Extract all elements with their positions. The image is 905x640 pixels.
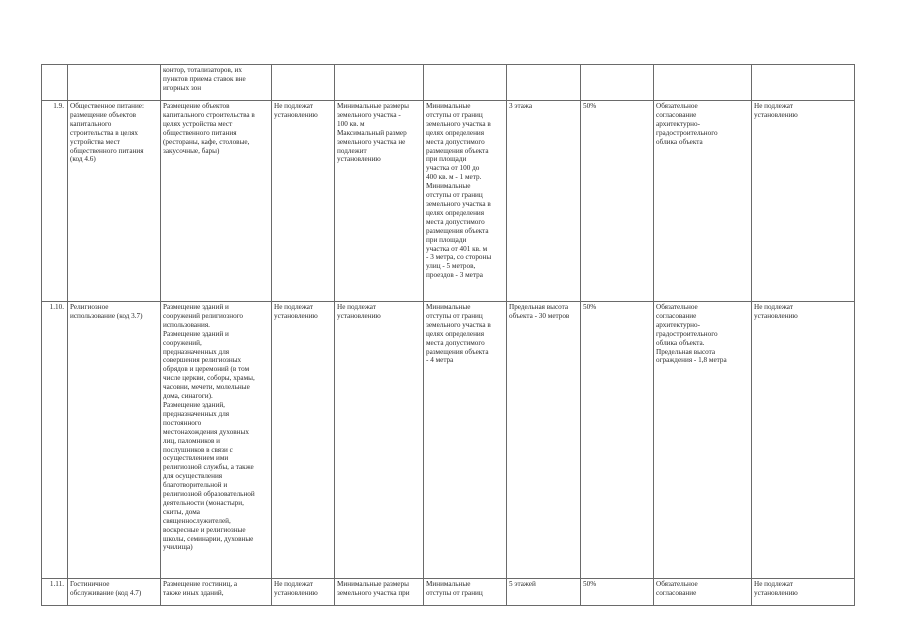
cell-col8: Обязательное согласование архитектурно- градостроительного облика объекта (654, 101, 752, 302)
cell-col4 (335, 65, 424, 101)
cell-col3: Не подлежат установлению (272, 101, 335, 302)
cell-col3: Не подлежат установлению (272, 302, 335, 579)
cell-col6: 3 этажа (507, 101, 581, 302)
table-row-continuation (42, 65, 855, 101)
cell-name (68, 65, 161, 101)
cell-num: 1.10. (42, 302, 68, 579)
cell-col9 (752, 65, 855, 101)
cell-col5: Минимальные отступы от границ земельного участка в целях определения места допустимого размещения объекта при площади участка от 100 до 400 кв. м - 1 метр. Минимальные отступы от границ земельного участка в целях определения места допустимого размещения объекта при площади участка от 401 кв. м - 3 метра, со стороны улиц - 5 метров, проездов - 3 метра (424, 101, 507, 302)
cell-name: Гостиничное обслуживание (код 4.7) (68, 579, 161, 606)
cell-col8: Обязательное согласование (654, 579, 752, 606)
cell-col5: Минимальные отступы от границ земельного участка в целях определения места допустимого размещения объекта - 4 метра (424, 302, 507, 579)
cell-col7: 50% (581, 302, 654, 579)
cell-description: Размещение зданий и сооружений религиозного использования. Размещение зданий и сооружений, предназначенных для совершения религиозных обрядов и церемоний (в том числе церкви, соборы, храмы, часовни, мечети, молельные дома, синагоги). Размещение зданий, предназначенных для постоянного местонахождения духовных лиц, паломников и послушников в связи с осуществлением ими религиозной службы, а также для осуществления благотворительной и религиозной образовательной деятельности (монастыри, скиты, дома священнослужителей, воскресные и религиозные школы, семинарии, духовные училища) (161, 302, 272, 579)
cell-col4: Минимальные размеры земельного участка - 100 кв. м Максимальный размер земельного участка не подлежит установлению (335, 101, 424, 302)
cell-col9: Не подлежат установлению (752, 101, 855, 302)
cell-description: Размещение объектов капитального строительства в целях устройства мест общественного питания (рестораны, кафе, столовые, закусочные, бары) (161, 101, 272, 302)
table-row-1-9 (42, 101, 855, 302)
cell-col9: Не подлежат установлению (752, 302, 855, 579)
cell-col6: 5 этажей (507, 579, 581, 606)
cell-col5: Минимальные отступы от границ (424, 579, 507, 606)
cell-name: Религиозное использование (код 3.7) (68, 302, 161, 579)
cell-col7: 50% (581, 101, 654, 302)
cell-num: 1.9. (42, 101, 68, 302)
cell-col4: Минимальные размеры земельного участка при (335, 579, 424, 606)
cell-num (42, 65, 68, 101)
cell-col9: Не подлежат установлению (752, 579, 855, 606)
zoning-regulations-table (41, 64, 855, 606)
cell-col6 (507, 65, 581, 101)
cell-col7: 50% (581, 579, 654, 606)
table-row-1-11 (42, 579, 855, 606)
cell-col8: Обязательное согласование архитектурно- градостроительного облика объекта. Предельная высота ограждения - 1,8 метра (654, 302, 752, 579)
cell-description: контор, тотализаторов, их пунктов приема ставок вне игорных зон (161, 65, 272, 101)
cell-col4: Не подлежат установлению (335, 302, 424, 579)
cell-num: 1.11. (42, 579, 68, 606)
cell-col6: Предельная высота объекта - 30 метров (507, 302, 581, 579)
table-row-1-10 (42, 302, 855, 579)
cell-name: Общественное питание: размещение объектов капитального строительства в целях устройства мест общественного питания (код 4.6) (68, 101, 161, 302)
cell-description: Размещение гостиниц, а также иных зданий, (161, 579, 272, 606)
cell-col3: Не подлежат установлению (272, 579, 335, 606)
cell-col3 (272, 65, 335, 101)
cell-col7 (581, 65, 654, 101)
cell-col8 (654, 65, 752, 101)
cell-col5 (424, 65, 507, 101)
